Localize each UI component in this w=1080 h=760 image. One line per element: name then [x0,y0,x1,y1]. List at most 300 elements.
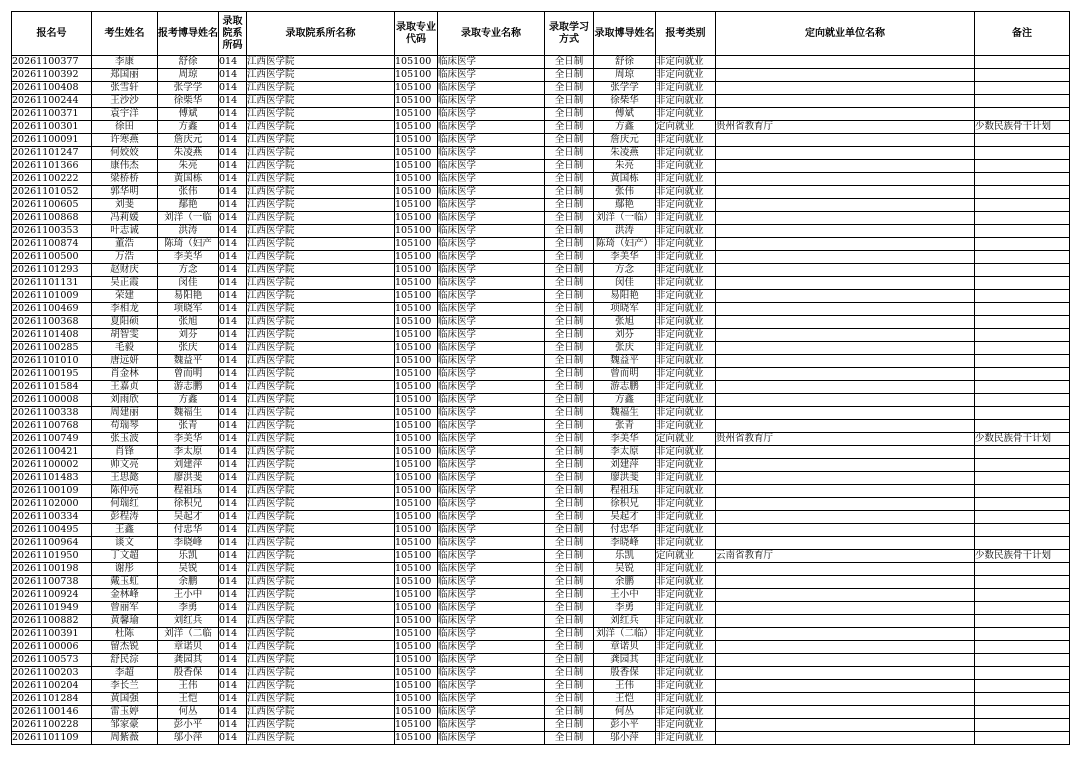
dept-name-cell: 江西医学院 [247,225,395,238]
major-code-cell: 105100 [395,498,438,511]
admit-supervisor-cell: 刘芬 [594,329,656,342]
major-code-cell: 105100 [395,732,438,745]
table-row [12,511,1070,524]
major-name-cell: 临床医学 [438,82,545,95]
study-mode-cell: 全日制 [545,56,594,69]
remarks-cell [975,446,1070,459]
admit-supervisor-cell: 鄢艳 [594,199,656,212]
dept-name-cell: 江西医学院 [247,719,395,732]
student-name-cell: 叶志诚 [92,225,158,238]
major-code-cell: 105100 [395,134,438,147]
dept-code-cell: 014 [219,82,247,95]
reg-no-cell: 20261101052 [12,186,92,199]
student-name-cell: 夏阳硕 [92,316,158,329]
employer-cell [716,420,975,433]
dept-name-cell: 江西医学院 [247,147,395,160]
major-name-cell: 临床医学 [438,134,545,147]
dept-name-cell: 江西医学院 [247,82,395,95]
category-cell: 非定向就业 [656,576,716,589]
category-cell: 非定向就业 [656,498,716,511]
remarks-cell [975,355,1070,368]
admit-supervisor-cell: 魏福生 [594,407,656,420]
table-row [12,667,1070,680]
applied-supervisor-cell: 闵佳 [158,277,219,290]
dept-code-cell: 014 [219,186,247,199]
employer-cell [716,173,975,186]
table-row [12,719,1070,732]
admit-supervisor-cell: 李晓峰 [594,537,656,550]
dept-code-cell: 014 [219,160,247,173]
applied-supervisor-cell: 朱凌燕 [158,147,219,160]
study-mode-cell: 全日制 [545,368,594,381]
header-dept-name: 录取院系所名称 [247,12,395,56]
remarks-cell [975,615,1070,628]
major-code-cell: 105100 [395,615,438,628]
major-code-cell: 105100 [395,199,438,212]
header-major-code: 录取专业代码 [395,12,438,56]
applied-supervisor-cell: 刘洋（一临 [158,212,219,225]
employer-cell: 贵州省教育厅 [716,121,975,134]
table-row [12,69,1070,82]
employer-cell [716,238,975,251]
table-row [12,654,1070,667]
dept-code-cell: 014 [219,394,247,407]
applied-supervisor-cell: 方鑫 [158,121,219,134]
remarks-cell [975,563,1070,576]
dept-code-cell: 014 [219,472,247,485]
category-cell: 非定向就业 [656,693,716,706]
study-mode-cell: 全日制 [545,264,594,277]
employer-cell [716,394,975,407]
admit-supervisor-cell: 李勇 [594,602,656,615]
dept-name-cell: 江西医学院 [247,420,395,433]
dept-name-cell: 江西医学院 [247,511,395,524]
applied-supervisor-cell: 刘建萍 [158,459,219,472]
reg-no-cell: 20261100203 [12,667,92,680]
employer-cell [716,303,975,316]
student-name-cell: 赵财庆 [92,264,158,277]
major-name-cell: 临床医学 [438,394,545,407]
table-row [12,524,1070,537]
employer-cell [716,472,975,485]
dept-name-cell: 江西医学院 [247,316,395,329]
study-mode-cell: 全日制 [545,394,594,407]
major-code-cell: 105100 [395,706,438,719]
study-mode-cell: 全日制 [545,732,594,745]
applied-supervisor-cell: 彭小平 [158,719,219,732]
applied-supervisor-cell: 余鹏 [158,576,219,589]
reg-no-cell: 20261100371 [12,108,92,121]
header-employer: 定向就业单位名称 [716,12,975,56]
major-code-cell: 105100 [395,251,438,264]
remarks-cell [975,654,1070,667]
employer-cell [716,498,975,511]
major-code-cell: 105100 [395,160,438,173]
dept-name-cell: 江西医学院 [247,264,395,277]
reg-no-cell: 20261100768 [12,420,92,433]
header-major-name: 录取专业名称 [438,12,545,56]
reg-no-cell: 20261100334 [12,511,92,524]
admit-supervisor-cell: 刘洋（二临） [594,628,656,641]
dept-name-cell: 江西医学院 [247,446,395,459]
dept-name-cell: 江西医学院 [247,251,395,264]
table-row [12,446,1070,459]
admit-supervisor-cell: 刘建萍 [594,459,656,472]
employer-cell [716,368,975,381]
student-name-cell: 陈仲亮 [92,485,158,498]
applied-supervisor-cell: 刘洋（二临 [158,628,219,641]
major-code-cell: 105100 [395,602,438,615]
applied-supervisor-cell: 刘芬 [158,329,219,342]
student-name-cell: 肖金林 [92,368,158,381]
major-code-cell: 105100 [395,641,438,654]
dept-name-cell: 江西医学院 [247,589,395,602]
category-cell: 非定向就业 [656,524,716,537]
major-code-cell: 105100 [395,56,438,69]
study-mode-cell: 全日制 [545,511,594,524]
admit-supervisor-cell: 朱亮 [594,160,656,173]
category-cell: 非定向就业 [656,511,716,524]
admit-supervisor-cell: 付忠华 [594,524,656,537]
student-name-cell: 袁宇洋 [92,108,158,121]
table-row [12,186,1070,199]
applied-supervisor-cell: 徐积兄 [158,498,219,511]
table-row [12,160,1070,173]
remarks-cell [975,199,1070,212]
category-cell: 非定向就业 [656,238,716,251]
admit-supervisor-cell: 吴锐 [594,563,656,576]
dept-name-cell: 江西医学院 [247,290,395,303]
student-name-cell: 吴正霞 [92,277,158,290]
reg-no-cell: 20261100749 [12,433,92,446]
applied-supervisor-cell: 张庆 [158,342,219,355]
major-name-cell: 临床医学 [438,667,545,680]
employer-cell [716,316,975,329]
category-cell: 非定向就业 [656,381,716,394]
major-name-cell: 临床医学 [438,602,545,615]
employer-cell [716,160,975,173]
table-row [12,381,1070,394]
student-name-cell: 万浩 [92,251,158,264]
reg-no-cell: 20261101950 [12,550,92,563]
table-row [12,498,1070,511]
category-cell: 定向就业 [656,433,716,446]
study-mode-cell: 全日制 [545,186,594,199]
student-name-cell: 王嘉贞 [92,381,158,394]
student-name-cell: 舒民淙 [92,654,158,667]
dept-name-cell: 江西医学院 [247,186,395,199]
dept-name-cell: 江西医学院 [247,459,395,472]
category-cell: 非定向就业 [656,589,716,602]
dept-code-cell: 014 [219,511,247,524]
applied-supervisor-cell: 鄢艳 [158,199,219,212]
major-code-cell: 105100 [395,589,438,602]
admit-supervisor-cell: 乐凯 [594,550,656,563]
student-name-cell: 刘雨欣 [92,394,158,407]
study-mode-cell: 全日制 [545,459,594,472]
dept-code-cell: 014 [219,589,247,602]
employer-cell [716,95,975,108]
applied-supervisor-cell: 游志鹏 [158,381,219,394]
table-row [12,394,1070,407]
remarks-cell: 少数民族骨干计划 [975,121,1070,134]
study-mode-cell: 全日制 [545,173,594,186]
table-row [12,108,1070,121]
employer-cell [716,485,975,498]
category-cell: 非定向就业 [656,563,716,576]
student-name-cell: 梁桥桥 [92,173,158,186]
applied-supervisor-cell: 李美华 [158,251,219,264]
major-name-cell: 临床医学 [438,316,545,329]
reg-no-cell: 20261100605 [12,199,92,212]
remarks-cell [975,680,1070,693]
major-code-cell: 105100 [395,225,438,238]
major-code-cell: 105100 [395,394,438,407]
study-mode-cell: 全日制 [545,667,594,680]
dept-code-cell: 014 [219,420,247,433]
category-cell: 非定向就业 [656,446,716,459]
dept-code-cell: 014 [219,69,247,82]
dept-name-cell: 江西医学院 [247,121,395,134]
student-name-cell: 张雪轩 [92,82,158,95]
study-mode-cell: 全日制 [545,316,594,329]
dept-code-cell: 014 [219,316,247,329]
table-row [12,615,1070,628]
remarks-cell [975,394,1070,407]
dept-name-cell: 江西医学院 [247,602,395,615]
table-row [12,82,1070,95]
reg-no-cell: 20261101010 [12,355,92,368]
category-cell: 非定向就业 [656,290,716,303]
reg-no-cell: 20261101284 [12,693,92,706]
applied-supervisor-cell: 张旭 [158,316,219,329]
student-name-cell: 李康 [92,56,158,69]
major-name-cell: 临床医学 [438,407,545,420]
admit-supervisor-cell: 章诺贝 [594,641,656,654]
applied-supervisor-cell: 付忠华 [158,524,219,537]
study-mode-cell: 全日制 [545,290,594,303]
dept-name-cell: 江西医学院 [247,303,395,316]
dept-code-cell: 014 [219,381,247,394]
major-name-cell: 临床医学 [438,108,545,121]
dept-name-cell: 江西医学院 [247,524,395,537]
major-code-cell: 105100 [395,654,438,667]
student-name-cell: 徐田 [92,121,158,134]
dept-code-cell: 014 [219,433,247,446]
reg-no-cell: 20261102000 [12,498,92,511]
header-student-name: 考生姓名 [92,12,158,56]
table-row [12,290,1070,303]
category-cell: 非定向就业 [656,407,716,420]
employer-cell [716,719,975,732]
reg-no-cell: 20261100008 [12,394,92,407]
dept-name-cell: 江西医学院 [247,485,395,498]
major-name-cell: 临床医学 [438,524,545,537]
major-code-cell: 105100 [395,238,438,251]
dept-code-cell: 014 [219,368,247,381]
admit-supervisor-cell: 徐积兄 [594,498,656,511]
table-row [12,576,1070,589]
major-name-cell: 临床医学 [438,615,545,628]
reg-no-cell: 20261100924 [12,589,92,602]
major-name-cell: 临床医学 [438,212,545,225]
applied-supervisor-cell: 徐柴华 [158,95,219,108]
dept-code-cell: 014 [219,576,247,589]
study-mode-cell: 全日制 [545,121,594,134]
category-cell: 非定向就业 [656,368,716,381]
reg-no-cell: 20261100874 [12,238,92,251]
admit-supervisor-cell: 邬小萍 [594,732,656,745]
major-code-cell: 105100 [395,381,438,394]
reg-no-cell: 20261100006 [12,641,92,654]
admit-supervisor-cell: 刘红兵 [594,615,656,628]
admission-list-sheet [11,11,1070,745]
applied-supervisor-cell: 程祖珏 [158,485,219,498]
employer-cell: 贵州省教育厅 [716,433,975,446]
major-name-cell: 临床医学 [438,329,545,342]
reg-no-cell: 20261100964 [12,537,92,550]
study-mode-cell: 全日制 [545,108,594,121]
admit-supervisor-cell: 黄国栋 [594,173,656,186]
student-name-cell: 肖锋 [92,446,158,459]
admit-supervisor-cell: 殷香保 [594,667,656,680]
study-mode-cell: 全日制 [545,342,594,355]
table-row [12,199,1070,212]
applied-supervisor-cell: 李太原 [158,446,219,459]
header-reg-no: 报名号 [12,12,92,56]
major-code-cell: 105100 [395,355,438,368]
remarks-cell [975,602,1070,615]
admit-supervisor-cell: 龚园其 [594,654,656,667]
student-name-cell: 唐远妍 [92,355,158,368]
major-code-cell: 105100 [395,472,438,485]
dept-code-cell: 014 [219,56,247,69]
reg-no-cell: 20261101293 [12,264,92,277]
employer-cell [716,511,975,524]
applied-supervisor-cell: 张青 [158,420,219,433]
dept-name-cell: 江西医学院 [247,95,395,108]
remarks-cell [975,576,1070,589]
table-row [12,732,1070,745]
study-mode-cell: 全日制 [545,147,594,160]
remarks-cell [975,641,1070,654]
category-cell: 非定向就业 [656,628,716,641]
student-name-cell: 谈文 [92,537,158,550]
admit-supervisor-cell: 傅斌 [594,108,656,121]
reg-no-cell: 20261100495 [12,524,92,537]
major-name-cell: 临床医学 [438,706,545,719]
category-cell: 非定向就业 [656,667,716,680]
table-row [12,706,1070,719]
major-code-cell: 105100 [395,719,438,732]
student-name-cell: 李相龙 [92,303,158,316]
dept-name-cell: 江西医学院 [247,433,395,446]
admit-supervisor-cell: 闵佳 [594,277,656,290]
major-name-cell: 临床医学 [438,56,545,69]
admit-supervisor-cell: 方鑫 [594,121,656,134]
category-cell: 非定向就业 [656,56,716,69]
student-name-cell: 留杰锐 [92,641,158,654]
reg-no-cell: 20261101366 [12,160,92,173]
employer-cell [716,186,975,199]
major-name-cell: 临床医学 [438,680,545,693]
study-mode-cell: 全日制 [545,355,594,368]
applied-supervisor-cell: 方念 [158,264,219,277]
student-name-cell: 张玉波 [92,433,158,446]
applied-supervisor-cell: 魏福生 [158,407,219,420]
category-cell: 非定向就业 [656,173,716,186]
student-name-cell: 冯莉媛 [92,212,158,225]
student-name-cell: 帅文亮 [92,459,158,472]
table-row [12,342,1070,355]
remarks-cell [975,368,1070,381]
employer-cell [716,628,975,641]
remarks-cell [975,420,1070,433]
dept-name-cell: 江西医学院 [247,342,395,355]
table-row [12,316,1070,329]
remarks-cell [975,69,1070,82]
remarks-cell [975,56,1070,69]
reg-no-cell: 20261100285 [12,342,92,355]
study-mode-cell: 全日制 [545,589,594,602]
major-name-cell: 临床医学 [438,69,545,82]
remarks-cell: 少数民族骨干计划 [975,550,1070,563]
applied-supervisor-cell: 廖洪斐 [158,472,219,485]
major-code-cell: 105100 [395,667,438,680]
table-row [12,147,1070,160]
admit-supervisor-cell: 周琼 [594,69,656,82]
remarks-cell [975,667,1070,680]
major-name-cell: 临床医学 [438,264,545,277]
employer-cell [716,732,975,745]
major-code-cell: 105100 [395,433,438,446]
remarks-cell [975,147,1070,160]
employer-cell [716,108,975,121]
employer-cell [716,446,975,459]
remarks-cell [975,719,1070,732]
student-name-cell: 金林峰 [92,589,158,602]
major-name-cell: 临床医学 [438,160,545,173]
dept-code-cell: 014 [219,342,247,355]
category-cell: 非定向就业 [656,706,716,719]
admit-supervisor-cell: 吴起才 [594,511,656,524]
dept-name-cell: 江西医学院 [247,56,395,69]
student-name-cell: 苟瑞琴 [92,420,158,433]
student-name-cell: 何瑞红 [92,498,158,511]
employer-cell [716,329,975,342]
remarks-cell [975,485,1070,498]
reg-no-cell: 20261100368 [12,316,92,329]
category-cell: 定向就业 [656,121,716,134]
study-mode-cell: 全日制 [545,641,594,654]
category-cell: 非定向就业 [656,69,716,82]
student-name-cell: 郑国丽 [92,69,158,82]
applied-supervisor-cell: 詹庆元 [158,134,219,147]
employer-cell [716,563,975,576]
employer-cell [716,290,975,303]
remarks-cell [975,381,1070,394]
reg-no-cell: 20261100195 [12,368,92,381]
major-name-cell: 临床医学 [438,147,545,160]
category-cell: 非定向就业 [656,199,716,212]
remarks-cell [975,277,1070,290]
applied-supervisor-cell: 邬小萍 [158,732,219,745]
major-name-cell: 临床医学 [438,576,545,589]
student-name-cell: 康伟杰 [92,160,158,173]
student-name-cell: 谢彤 [92,563,158,576]
table-row [12,277,1070,290]
dept-name-cell: 江西医学院 [247,134,395,147]
